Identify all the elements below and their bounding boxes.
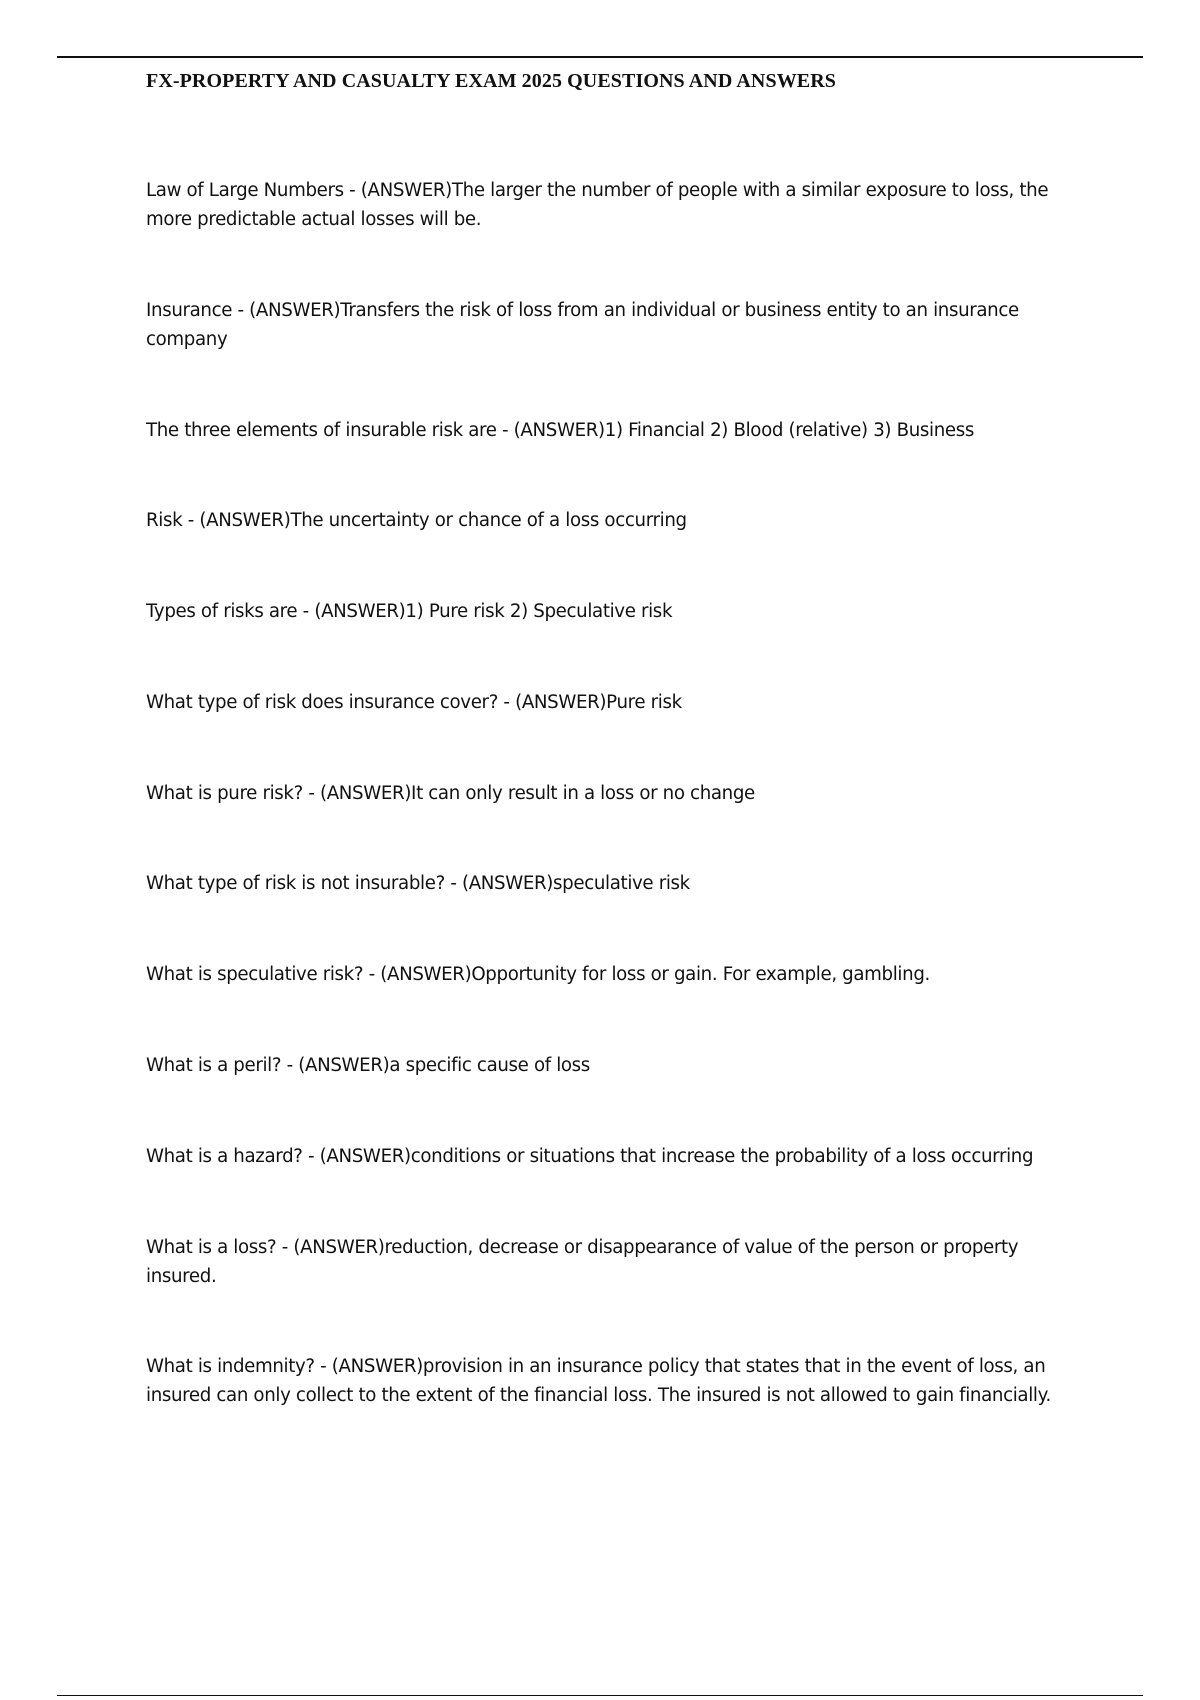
qa-item-pure-risk: What is pure risk? - (ANSWER)It can only result in a loss or no change — [146, 783, 755, 804]
top-divider — [57, 56, 1143, 58]
qa-item-types-of-risks: Types of risks are - (ANSWER)1) Pure risk 2) Speculative risk — [146, 601, 673, 622]
qa-item-peril: What is a peril? - (ANSWER)a specific cause of loss — [146, 1055, 590, 1076]
qa-item-hazard: What is a hazard? - (ANSWER)conditions or situations that increase the probability of a loss occurring — [146, 1146, 1034, 1167]
qa-item-speculative-risk: What is speculative risk? - (ANSWER)Opportunity for loss or gain. For example, gambling. — [146, 964, 930, 985]
qa-item-law-of-large-numbers: Law of Large Numbers - (ANSWER)The larger the number of people with a similar exposure to loss, the more predictable actual losses will be. — [146, 180, 1049, 230]
qa-item-insurance: Insurance - (ANSWER)Transfers the risk of loss from an individual or business entity to an insurance company — [146, 300, 1019, 350]
bottom-divider — [57, 1695, 1143, 1696]
qa-item-risk: Risk - (ANSWER)The uncertainty or chance of a loss occurring — [146, 510, 687, 531]
qa-item-insurable-risk-elements: The three elements of insurable risk are - (ANSWER)1) Financial 2) Blood (relative) 3) Business — [146, 420, 975, 441]
qa-item-indemnity: What is indemnity? - (ANSWER)provision in an insurance policy that states that in the event of loss, an insured can only collect to the extent of the financial loss. The insured is not allowed to gain financially. — [146, 1356, 1051, 1406]
document-title: FX-PROPERTY AND CASUALTY EXAM 2025 QUESTIONS AND ANSWERS — [146, 70, 836, 92]
qa-item-insurance-covers: What type of risk does insurance cover? - (ANSWER)Pure risk — [146, 692, 682, 713]
qa-item-loss: What is a loss? - (ANSWER)reduction, decrease or disappearance of value of the person or property insured. — [146, 1237, 1019, 1287]
qa-item-not-insurable: What type of risk is not insurable? - (ANSWER)speculative risk — [146, 873, 690, 894]
